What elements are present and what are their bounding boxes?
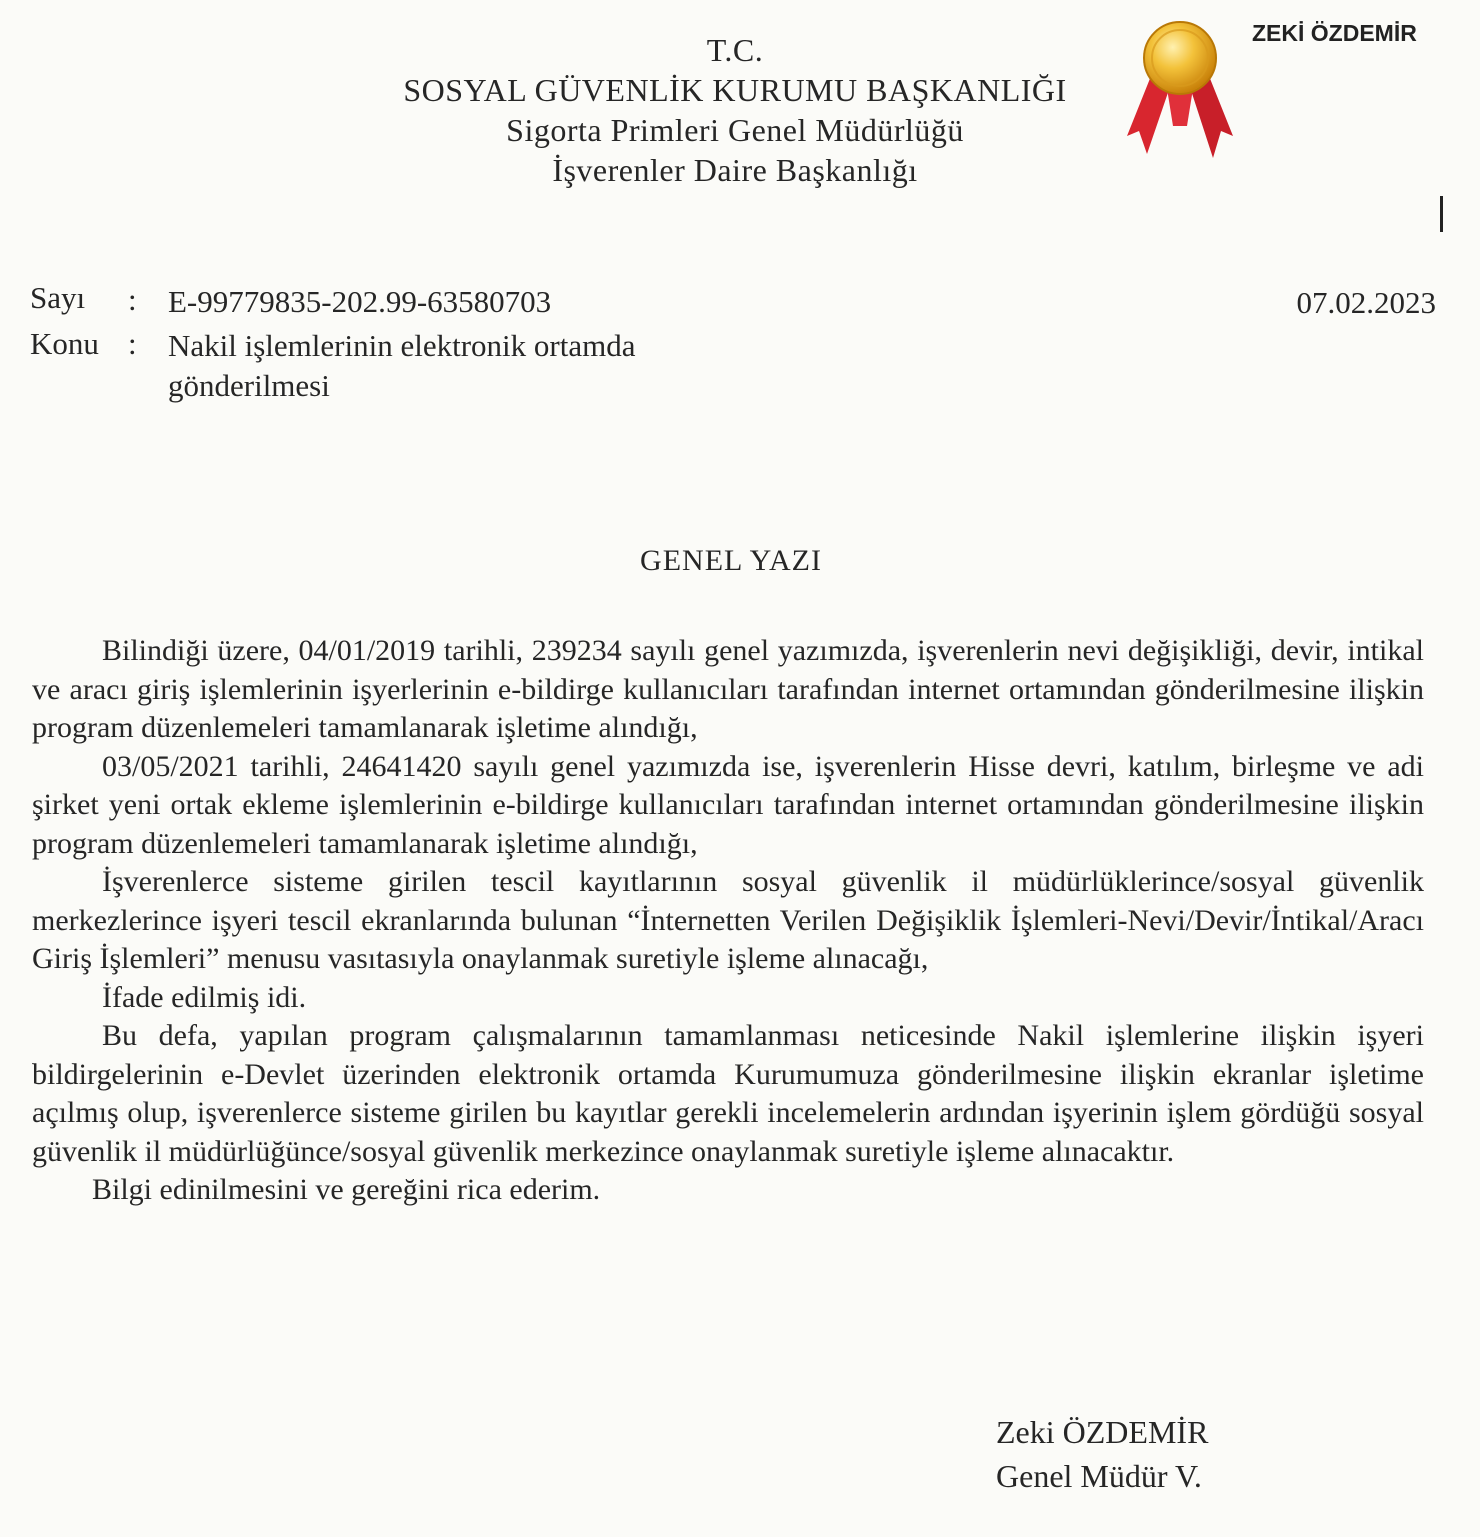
body-paragraph: 03/05/2021 tarihli, 24641420 sayılı genel yazımızda ise, işverenlerin Hisse devri, katılım, birleşme ve adi şirket yeni ortak ekleme işlemlerinin e-bildirge kullanıcıları tarafından internet ortamından gönderilmesine ilişkin program düzenlemeleri tamamlanarak işletime alındığı, xyxy=(32,749,1424,860)
konu-value xyxy=(168,326,635,406)
konu-line: gönderilmesi xyxy=(168,368,330,403)
sayi-value: E-99779835-202.99-63580703 xyxy=(168,284,552,319)
signatory-title: Genel Müdür V. xyxy=(996,1458,1202,1494)
body-paragraph: İfade edilmiş idi. xyxy=(102,980,307,1014)
konu-colon: : xyxy=(128,326,137,361)
seal-icon xyxy=(1125,16,1235,166)
e-signature-name: ZEKİ ÖZDEMİR xyxy=(1252,20,1417,46)
signatory-name: Zeki ÖZDEMİR xyxy=(996,1414,1209,1450)
sayi-colon: : xyxy=(128,282,137,317)
edge-mark xyxy=(1440,196,1443,232)
document-date: 07.02.2023 xyxy=(1296,285,1436,320)
header-directorate: Sigorta Primleri Genel Müdürlüğü xyxy=(506,112,964,148)
signature-block xyxy=(996,1410,1208,1498)
document-title: GENEL YAZI xyxy=(640,544,822,577)
header-department: İşverenler Daire Başkanlığı xyxy=(552,152,918,188)
letter-body xyxy=(32,632,1424,1210)
body-paragraph: Bu defa, yapılan program çalışmalarının tamamlanması neticesinde Nakil işlemlerine ilişkin işyeri bildirgelerinin e-Devlet üzerinden elektronik ortamda Kurumumuza gönderilmesine ilişkin ekranlar işletime açılmış olup, işverenlerce sisteme girilen bu kayıtlar gerekli incelemelerin ardından işyerinin işlem gördüğü sosyal güvenlik il müdürlüğünce/sosyal güvenlik merkezince onaylanmak suretiyle işleme alınacaktır. xyxy=(32,1019,1424,1168)
letterhead xyxy=(300,30,1170,190)
konu-line: Nakil işlemlerinin elektronik ortamda xyxy=(168,328,636,363)
header-institution: SOSYAL GÜVENLİK KURUMU BAŞKANLIĞI xyxy=(403,72,1067,108)
konu-label: Konu xyxy=(30,326,99,361)
body-paragraph: Bilgi edinilmesini ve gereğini rica ederim. xyxy=(92,1173,601,1206)
header-country: T.C. xyxy=(706,32,764,68)
body-paragraph: Bilindiği üzere, 04/01/2019 tarihli, 239234 sayılı genel yazımızda, işverenlerin nevi değişikliği, devir, intikal ve aracı giriş işlemlerinin işyerlerinin e-bildirge kullanıcıları tarafından internet ortamından gönderilmesine ilişkin program düzenlemeleri tamamlanarak işletime alındığı, xyxy=(32,634,1424,744)
sayi-label: Sayı xyxy=(30,280,86,315)
body-paragraph: İşverenlerce sisteme girilen tescil kayıtlarının sosyal güvenlik il müdürlüklerince/sosyal güvenlik merkezlerince işyeri tescil ekranlarında bulunan “İnternetten Verilen Değişiklik İşlemleri-Nevi/Devir/İntikal/Aracı Giriş İşlemleri” menusu vasıtasıyla onaylanmak suretiyle işleme alınacağı, xyxy=(32,865,1424,975)
